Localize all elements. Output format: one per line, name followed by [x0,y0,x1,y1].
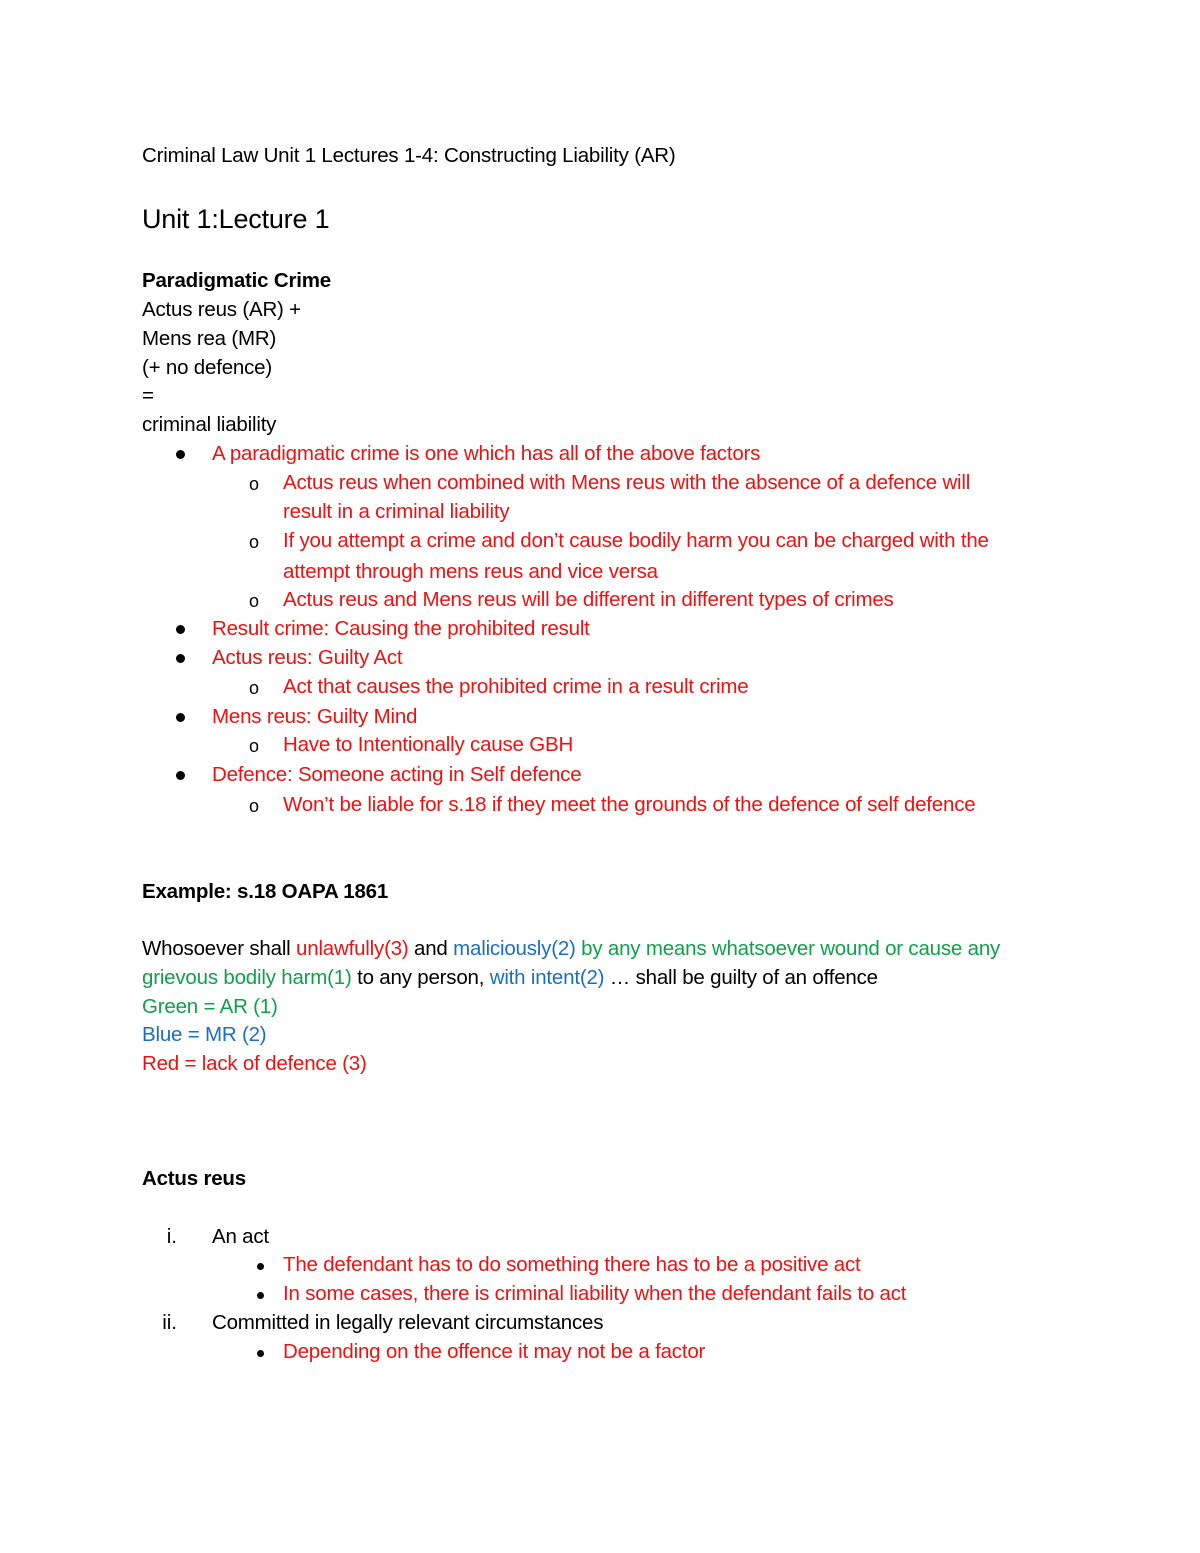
bullet-marker [176,450,185,459]
list-number: ii. [162,1311,177,1334]
actus-reus-heading: Actus reus [142,1167,246,1190]
statute-text: and [408,937,454,960]
list-item-continuation: result in a criminal liability [283,500,510,523]
paradigm-line: Mens rea (MR) [142,327,277,350]
color-key-green: Green = AR (1) [142,995,278,1018]
paradigm-heading: Paradigmatic Crime [142,269,331,292]
statute-text: to any person, [351,966,490,989]
list-item: Result crime: Causing the prohibited result [212,617,590,640]
list-item: Mens reus: Guilty Mind [212,705,418,728]
paradigm-line: = [142,384,154,407]
list-item: In some cases, there is criminal liability when the defendant fails to act [283,1282,907,1305]
list-item: If you attempt a crime and don’t cause bodily harm you can be charged with the [283,529,989,552]
bullet-marker [176,625,185,634]
statute-term-red: unlawfully(3) [296,937,409,960]
statute-text: Whosoever shall [142,937,297,960]
sub-bullet-marker: o [249,736,260,756]
bullet-marker [257,1350,264,1357]
sub-bullet-marker: o [249,532,260,552]
list-number: i. [166,1225,177,1248]
statute-term-blue: with intent(2) [489,966,605,989]
list-item: Have to Intentionally cause GBH [283,733,574,756]
statute-term-green: by any means whatsoever wound or cause any [575,937,1001,960]
list-item: Actus reus and Mens reus will be different in different types of crimes [283,588,894,611]
statute-text-line [142,965,878,991]
statute-term-green: grievous bodily harm(1) [142,966,352,989]
list-item: The defendant has to do something there has to be a positive act [283,1253,861,1276]
example-heading: Example: s.18 OAPA 1861 [142,880,389,903]
list-item: An act [212,1225,269,1248]
list-item: Actus reus: Guilty Act [212,646,403,669]
list-item: A paradigmatic crime is one which has all of the above factors [212,442,761,465]
list-item: Actus reus when combined with Mens reus with the absence of a defence will [283,471,971,494]
sub-bullet-marker: o [249,796,260,816]
paradigm-line: Actus reus (AR) + [142,298,301,321]
statute-term-blue: maliciously(2) [453,937,576,960]
sub-bullet-marker: o [249,474,260,494]
paradigm-line: (+ no defence) [142,356,272,379]
sub-bullet-marker: o [249,591,260,611]
bullet-marker [257,1292,264,1299]
paradigm-line: criminal liability [142,413,277,436]
list-item: Act that causes the prohibited crime in a result crime [283,675,749,698]
list-item: Defence: Someone acting in Self defence [212,763,582,786]
color-key-red: Red = lack of defence (3) [142,1052,367,1075]
statute-text-line [142,936,1000,962]
list-item-continuation: attempt through mens reus and vice versa [283,560,658,583]
list-item: Depending on the offence it may not be a factor [283,1340,706,1363]
document-title: Criminal Law Unit 1 Lectures 1-4: Constructing Liability (AR) [142,144,676,167]
bullet-marker [176,771,185,780]
list-item: Won’t be liable for s.18 if they meet the grounds of the defence of self defence [283,793,976,816]
bullet-marker [176,713,185,722]
unit-heading: Unit 1:Lecture 1 [142,204,330,234]
list-item: Committed in legally relevant circumstances [212,1311,604,1334]
bullet-marker [176,654,185,663]
statute-text: … shall be guilty of an offence [604,966,878,989]
sub-bullet-marker: o [249,678,260,698]
color-key-blue: Blue = MR (2) [142,1023,267,1046]
bullet-marker [257,1263,264,1270]
